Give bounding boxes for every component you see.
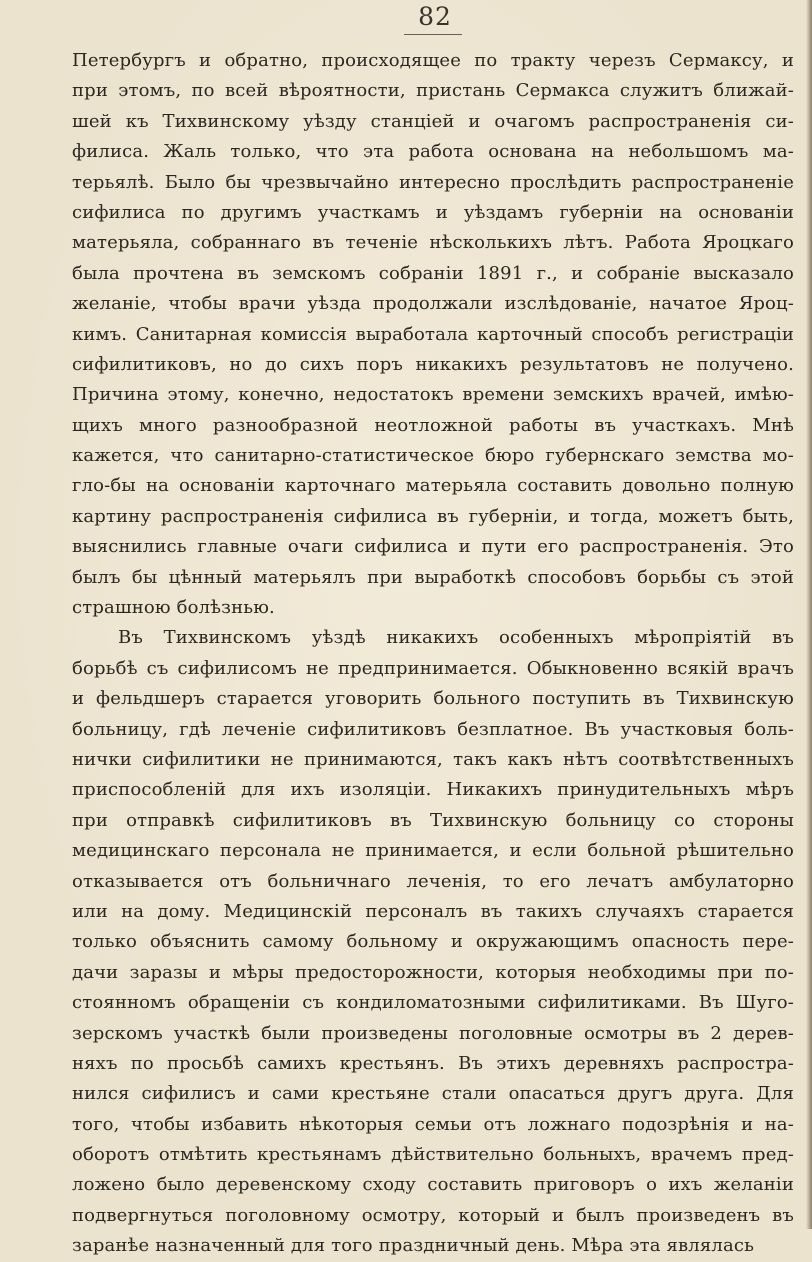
text-line: филиса. Жаль только, что эта работа основана на небольшомъ ма- (72, 141, 794, 163)
text-line: приспособленій для ихъ изоляціи. Никакихъ принудительныхъ мѣръ (72, 779, 794, 801)
page-number: 82 (418, 2, 452, 31)
text-line: матерьяла, собраннаго въ теченіе нѣсколькихъ лѣтъ. Работа Яроцкаго (72, 232, 794, 254)
text-line: кимъ. Санитарная комиссія выработала карточный способъ регистраціи (72, 323, 794, 345)
text-line: кажется, что санитарно-статистическое бюро губернскаго земства мо- (72, 445, 794, 467)
text-line: картину распространенія сифилиса въ губерніи, и тогда, можетъ быть, (72, 505, 794, 527)
text-line: выяснились главные очаги сифилиса и пути его распространенія. Это (72, 536, 794, 558)
text-line: щихъ много разнообразной неотложной работы въ участкахъ. Мнѣ (72, 414, 794, 436)
text-line: Петербургъ и обратно, происходящее по тракту черезъ Сермаксу, и (72, 50, 794, 71)
text-line: нички сифилитики не принимаются, такъ какъ нѣтъ соотвѣтственныхъ (72, 748, 794, 770)
text-line: сифилитиковъ, но до сихъ поръ никакихъ результатовъ не получено. (72, 353, 794, 375)
page-number-rule (404, 34, 462, 35)
paragraph-1 (72, 46, 794, 623)
text-line: нился сифилисъ и сами крестьяне стали опасаться другъ друга. Для (72, 1083, 794, 1105)
text-line: оборотъ отмѣтить крестьянамъ дѣйствительно больныхъ, врачемъ пред- (72, 1144, 794, 1166)
text-line: дачи заразы и мѣры предосторожности, которыя необходимы при по- (72, 961, 794, 983)
text-line: больницу, гдѣ леченіе сифилитиковъ безплатное. Въ участковыя боль- (72, 718, 794, 740)
text-line: Причина этому, конечно, недостатокъ времени земскихъ врачей, имѣю- (72, 384, 794, 406)
text-line: при этомъ, по всей вѣроятности, пристань Сермакса служитъ ближай- (72, 80, 794, 102)
paragraph-2 (72, 623, 794, 1261)
text-line: подвергнуться поголовному осмотру, который и былъ произведенъ въ (72, 1204, 794, 1226)
page-edge-shadow (806, 0, 812, 1229)
text-line: заранѣе назначенный для того праздничный день. Мѣра эта являлась (72, 1235, 755, 1257)
text-line: страшною болѣзнью. (72, 597, 275, 619)
text-line: при отправкѣ сифилитиковъ въ Тихвинскую больницу со стороны (72, 809, 794, 831)
text-line: отказывается отъ больничнаго леченія, то его лечатъ амбулаторно (72, 870, 794, 892)
text-line: только объяснить самому больному и окружающимъ опасность пере- (72, 931, 794, 953)
text-line: медицинскаго персонала не принимается, и если больной рѣшительно (72, 840, 794, 862)
text-line: гло-бы на основаніи карточнаго матерьяла составить довольно полную (72, 475, 794, 497)
text-line: ложено было деревенскому сходу составить приговоръ о ихъ желаніи (72, 1174, 794, 1196)
text-line: зерскомъ участкѣ были произведены поголовные осмотры въ 2 дерев- (72, 1022, 794, 1044)
text-line: борьбѣ съ сифилисомъ не предпринимается. Обыкновенно всякій врачъ (72, 657, 794, 679)
text-line: желаніе, чтобы врачи уѣзда продолжали изслѣдованіе, начатое Яроц- (72, 293, 794, 315)
text-line: и фельдшеръ старается уговорить больного поступить въ Тихвинскую (72, 688, 794, 710)
paragraph-container (72, 46, 794, 1262)
text-line: стоянномъ обращеніи съ кондиломатозными сифилитиками. Въ Шуго- (72, 992, 794, 1014)
text-line: того, чтобы избавить нѣкоторыя семьи отъ ложнаго подозрѣнія и на- (72, 1113, 794, 1135)
text-line: была прочтена въ земскомъ собраніи 1891 г., и собраніе высказало (72, 262, 794, 284)
text-line: шей къ Тихвинскому уѣзду станціей и очагомъ распространенія си- (72, 110, 794, 132)
text-line: былъ бы цѣнный матерьялъ при выработкѣ способовъ борьбы съ этой (72, 566, 794, 588)
text-line: или на дому. Медицинскій персоналъ въ такихъ случаяхъ старается (72, 900, 794, 922)
text-line: сифилиса по другимъ участкамъ и уѣздамъ губерніи на основаніи (72, 201, 794, 223)
text-line: няхъ по просьбѣ самихъ крестьянъ. Въ этихъ деревняхъ распростра- (72, 1052, 794, 1074)
text-line: терьялѣ. Было бы чрезвычайно интересно прослѣдить распространеніе (72, 171, 794, 193)
body-text (72, 46, 794, 1262)
text-line: Въ Тихвинскомъ уѣздѣ никакихъ особенныхъ мѣропріятій въ (118, 627, 794, 649)
